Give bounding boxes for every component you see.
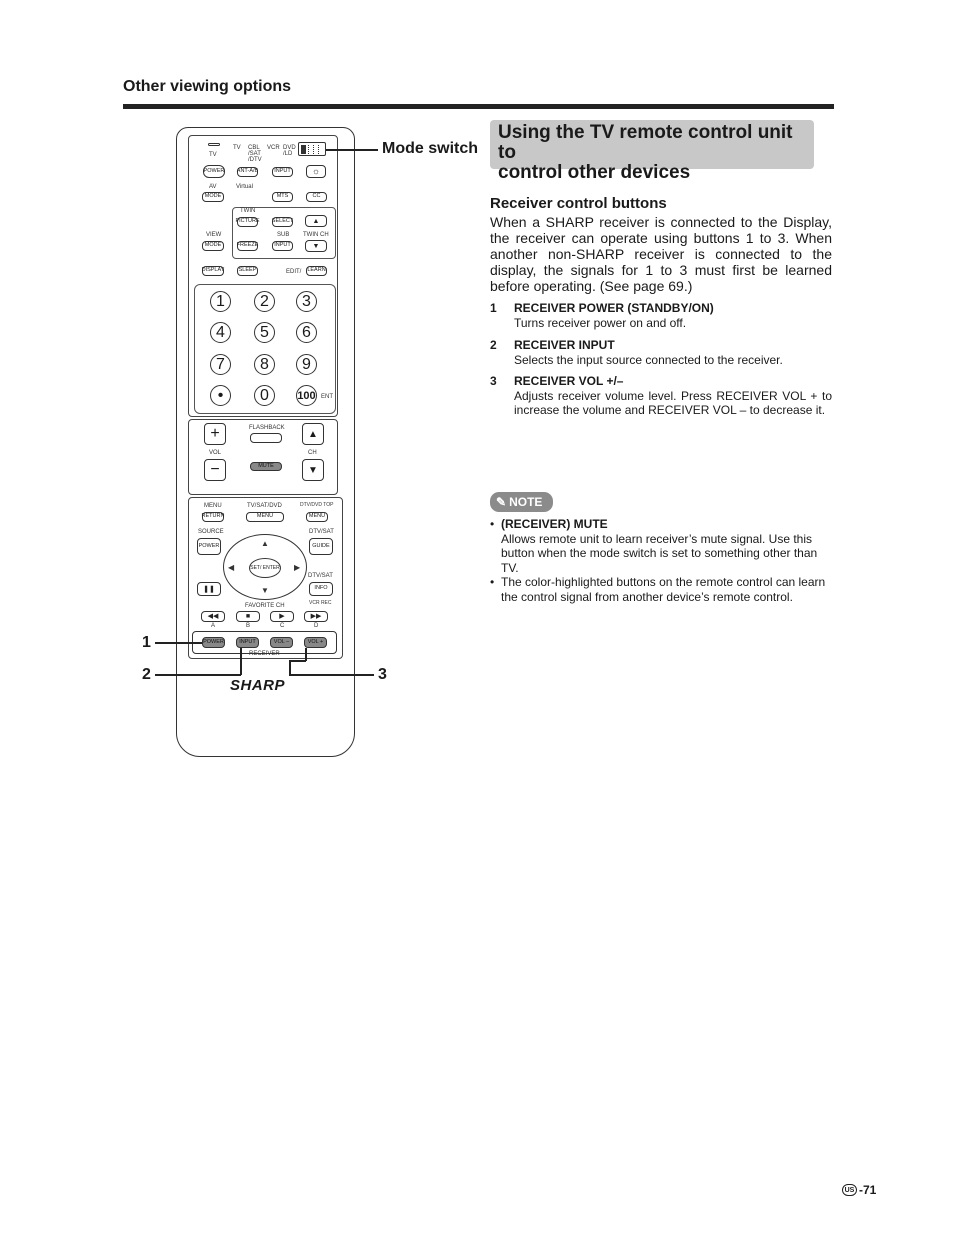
callout-3-vertical-left xyxy=(289,660,291,675)
note-item-description: Allows remote unit to learn receiver’s mute signal. Use this button when the mode switch is set to something other than TV. xyxy=(501,531,818,575)
digit-8-button[interactable]: 8 xyxy=(254,354,275,375)
twin-label: TWIN xyxy=(240,208,256,214)
digit-5-button[interactable]: 5 xyxy=(254,322,275,343)
vcr-rec-label: VCR REC xyxy=(309,600,332,606)
light-icon[interactable]: ☼ xyxy=(306,165,326,178)
top-menu-button[interactable]: MENU xyxy=(306,512,328,522)
play-icon[interactable]: ▶ xyxy=(270,611,294,622)
mode-pos-vcr: VCR xyxy=(267,145,280,151)
twin-ch-label: TWIN CH xyxy=(303,232,329,238)
digit-2-button[interactable]: 2 xyxy=(254,291,275,312)
note-badge xyxy=(490,492,553,512)
fast-forward-icon[interactable]: ▶▶ xyxy=(304,611,328,622)
callout-3: 3 xyxy=(378,666,387,683)
dot-button[interactable]: • xyxy=(210,385,231,406)
dtv-dvd-top-label: DTV/DVD TOP xyxy=(300,502,334,508)
bullet-icon: • xyxy=(490,517,495,531)
av-mode-button[interactable]: MODE xyxy=(202,192,224,202)
receiver-label: RECEIVER xyxy=(249,651,280,657)
mute-button[interactable]: MUTE xyxy=(250,462,282,471)
callout-2-leader xyxy=(155,674,241,676)
item-number: 3 xyxy=(490,374,497,388)
flashback-button[interactable] xyxy=(250,433,282,443)
mode-pos-dvd: DVD /LD xyxy=(283,145,296,157)
receiver-vol-plus-button[interactable]: VOL + xyxy=(304,637,327,648)
page-title-line-2: control other devices xyxy=(498,162,691,183)
page-number-text: -71 xyxy=(859,1183,877,1197)
select-button[interactable]: SELECT xyxy=(272,217,293,227)
note-item xyxy=(490,575,834,619)
source-power-button[interactable]: POWER xyxy=(197,538,221,555)
flashback-label: FLASHBACK xyxy=(249,425,285,431)
receiver-heading: Receiver control buttons xyxy=(490,195,667,212)
digit-7-button[interactable]: 7 xyxy=(210,354,231,375)
ch-label: CH xyxy=(308,450,317,456)
rewind-icon[interactable]: ◀◀ xyxy=(201,611,225,622)
item-description: Turns receiver power on and off. xyxy=(514,315,687,330)
tv-label: TV xyxy=(209,152,217,158)
return-button[interactable]: RETURN xyxy=(202,512,224,522)
fav-b-label: B xyxy=(246,623,251,629)
note-item-description: The color-highlighted buttons on the remote control can learn the control signal from another device’s remote control. xyxy=(501,575,826,604)
item-description: Adjusts receiver volume level. Press RECEIVER VOL + to increase the volume and RECEIVER VOL – to decrease it. xyxy=(514,388,832,417)
fav-d-label: D xyxy=(314,623,319,629)
note-item xyxy=(490,517,834,575)
menu-button[interactable]: MENU xyxy=(246,512,284,522)
digit-1-button[interactable]: 1 xyxy=(210,291,231,312)
mts-button[interactable]: MTS xyxy=(272,192,293,202)
source-label: SOURCE xyxy=(198,529,224,535)
bullet-icon: • xyxy=(490,575,495,589)
fav-c-label: C xyxy=(280,623,285,629)
mode-switch[interactable] xyxy=(298,142,326,156)
twin-ch-up-button[interactable]: ▲ xyxy=(305,215,327,227)
set-enter-button[interactable]: SET/ ENTER xyxy=(249,558,281,578)
page-number xyxy=(842,1183,876,1197)
nav-down-icon[interactable]: ▼ xyxy=(261,586,269,595)
digit-6-button[interactable]: 6 xyxy=(296,322,317,343)
callout-2: 2 xyxy=(142,666,151,683)
list-item xyxy=(490,338,834,368)
digit-0-button[interactable]: 0 xyxy=(254,385,275,406)
callout-3-leader xyxy=(289,674,374,676)
ent-label: ENT xyxy=(321,394,333,400)
callout-3-bracket xyxy=(289,660,306,662)
favorite-ch-label: FAVORITE CH xyxy=(245,603,285,609)
freeze-button[interactable]: FREEZE xyxy=(237,241,258,251)
callout-1: 1 xyxy=(142,634,151,651)
edit-label: EDIT/ xyxy=(286,269,302,275)
item-title: RECEIVER INPUT xyxy=(514,338,615,352)
list-item xyxy=(490,301,834,331)
mode-switch-label: Mode switch xyxy=(382,140,479,157)
page-title xyxy=(490,120,814,183)
display-button[interactable]: DISPLAY xyxy=(202,266,224,276)
tv-sat-dvd-label: TV/SAT/DVD xyxy=(247,503,282,509)
nav-right-icon[interactable]: ▶ xyxy=(294,563,301,572)
guide-button[interactable]: GUIDE xyxy=(309,538,333,555)
learn-button[interactable]: LEARN xyxy=(306,266,327,276)
mode-pos-tv: TV xyxy=(233,145,241,151)
ant-ab-button[interactable]: ANT-A/B xyxy=(237,167,258,177)
led-indicator xyxy=(208,143,220,146)
callout-1-leader xyxy=(155,642,202,644)
menu-label: MENU xyxy=(204,503,222,509)
receiver-input-button[interactable]: INPUT xyxy=(236,637,259,648)
sub-label: SUB xyxy=(277,232,290,238)
100-button[interactable]: 100 xyxy=(296,385,317,406)
us-region-icon: US xyxy=(842,1184,857,1196)
digit-4-button[interactable]: 4 xyxy=(210,322,231,343)
nav-left-icon[interactable]: ◀ xyxy=(228,563,235,572)
mode-switch-leader xyxy=(326,149,378,151)
sub-input-button[interactable]: INPUT xyxy=(272,241,293,251)
dtv-sat-label-2: DTV/SAT xyxy=(308,573,333,579)
ch-down-button[interactable]: ▼ xyxy=(302,459,324,481)
item-number: 2 xyxy=(490,338,497,352)
sleep-button[interactable]: SLEEP xyxy=(237,266,258,276)
nav-up-icon[interactable]: ▲ xyxy=(261,539,269,548)
twin-ch-down-button[interactable]: ▼ xyxy=(305,240,327,252)
vol-down-button[interactable]: − xyxy=(204,459,226,481)
power-button[interactable]: POWER xyxy=(203,165,225,178)
pencil-icon: ✎ xyxy=(496,495,507,509)
item-title: RECEIVER POWER (STANDBY/ON) xyxy=(514,301,714,315)
picture-button[interactable]: PICTURE xyxy=(237,217,258,227)
note-item-title: (RECEIVER) MUTE xyxy=(501,517,608,531)
view-label: VIEW xyxy=(206,232,222,238)
vol-up-button[interactable]: + xyxy=(204,423,226,445)
digit-3-button[interactable]: 3 xyxy=(296,291,317,312)
receiver-intro: When a SHARP receiver is connected to the Display, the receiver can operate using buttons 1 to 3. When another non-SHARP receiver is connected to the display, the signals for 1 to 3 must first be learned before operating. (See page 69.) xyxy=(490,214,832,294)
item-number: 1 xyxy=(490,301,497,315)
page-title-line-1: Using the TV remote control unit to xyxy=(498,122,793,163)
item-title: RECEIVER VOL +/– xyxy=(514,374,624,388)
dtv-sat-label: DTV/SAT xyxy=(309,529,334,535)
vol-label: VOL xyxy=(209,450,222,456)
header-rule xyxy=(123,104,834,109)
cc-button[interactable]: CC xyxy=(306,192,327,202)
item-description: Selects the input source connected to the receiver. xyxy=(514,352,783,367)
sharp-logo: SHARP xyxy=(230,677,286,694)
note-label: NOTE xyxy=(509,495,543,509)
pause-icon[interactable]: ❚❚ xyxy=(197,582,221,596)
receiver-vol-minus-button[interactable]: VOL – xyxy=(270,637,293,648)
ch-up-button[interactable]: ▲ xyxy=(302,423,324,445)
view-mode-button[interactable]: MODE xyxy=(202,241,224,251)
receiver-power-button[interactable]: POWER xyxy=(202,637,225,648)
stop-icon[interactable]: ■ xyxy=(236,611,260,622)
info-button[interactable]: INFO xyxy=(309,582,333,596)
av-label: AV xyxy=(209,184,217,190)
mode-pos-cbl: CBL /SAT /DTV xyxy=(248,145,262,163)
list-item xyxy=(490,374,834,434)
virtual-label: Virtual xyxy=(236,184,253,190)
callout-3-vertical-right xyxy=(305,648,307,661)
fav-a-label: A xyxy=(211,623,216,629)
input-button[interactable]: INPUT xyxy=(272,167,293,177)
section-title: Other viewing options xyxy=(123,78,292,95)
digit-9-button[interactable]: 9 xyxy=(296,354,317,375)
callout-2-vertical xyxy=(240,648,242,675)
